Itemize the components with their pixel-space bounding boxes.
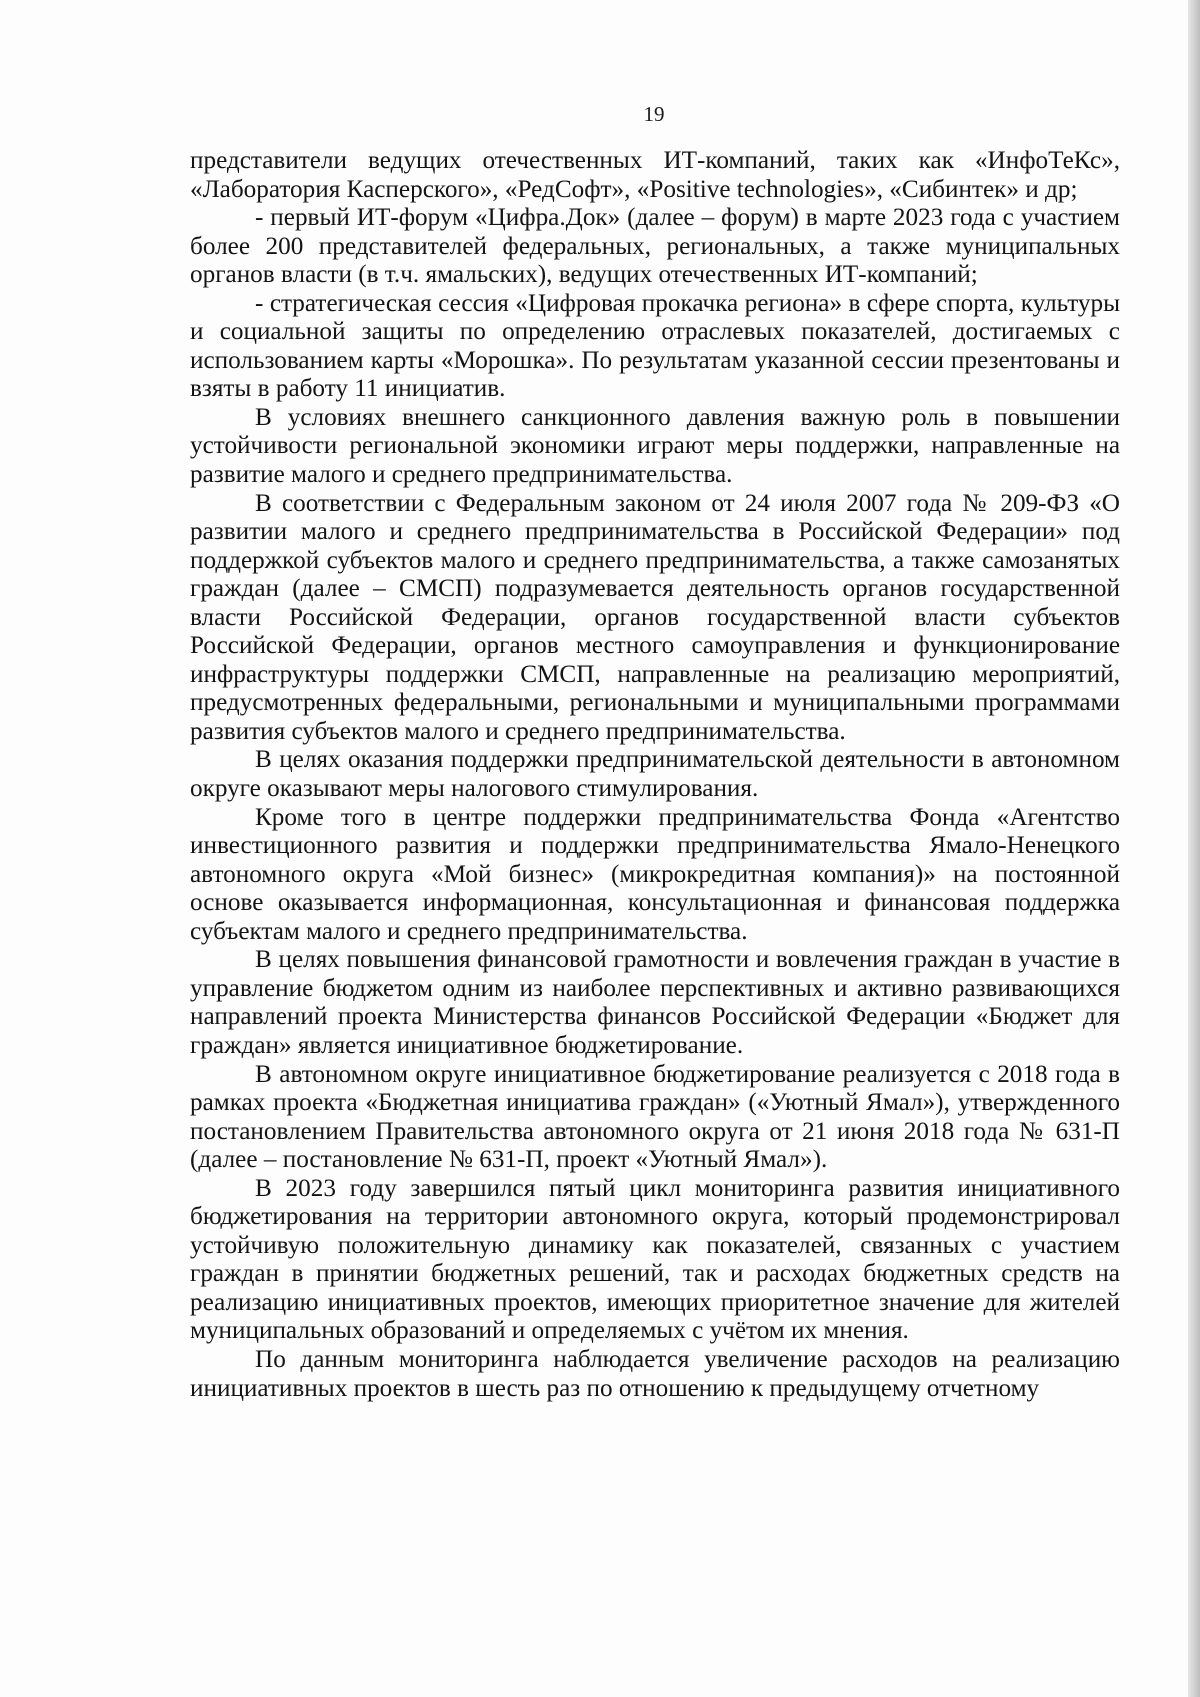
paragraph-federal-law: В соответствии с Федеральным законом от 24 июля 2007 года № 209-ФЗ «О развитии малого и среднего предпринимательства в Российской Федерации» под поддержкой субъектов малого и среднего предпринимательства, а также самозанятых граждан (далее – СМСП) подразумевается деятельность органов государственной власти Российской Федерации, органов государственной власти субъектов Российской Федерации, органов местного самоуправления и функционирование инфраструктуры поддержки СМСП, направленные на реализацию мероприятий, предусмотренных федеральными, региональными и муниципальными программами развития субъектов малого и среднего предпринимательства. — [190, 489, 1120, 745]
paragraph-financial-literacy: В целях повышения финансовой грамотности и вовлечения граждан в участие в управление бюджетом одним из наиболее перспективных и активно развивающихся направлений проекта Министерства финансов Российской Федерации «Бюджет для граждан» является инициативное бюджетирование. — [190, 946, 1120, 1059]
paragraph-sanctions: В условиях внешнего санкционного давления важную роль в повышении устойчивости региональной экономики играют меры поддержки, направленные на развитие малого и среднего предпринимательства. — [190, 403, 1120, 489]
paragraph-tax-incentives: В целях оказания поддержки предпринимательской деятельности в автономном округе оказывают меры налогового стимулирования. — [190, 746, 1120, 803]
paragraph-continuation: представители ведущих отечественных ИТ-компаний, таких как «ИнфоТеКс», «Лаборатория Касперского», «РедСофт», «Positive technologies», «Сибинтек» и др; — [190, 147, 1120, 203]
paragraph-expenses-growth: По данным мониторинга наблюдается увеличение расходов на реализацию инициативных проектов в шесть раз по отношению к предыдущему отчетному — [190, 1345, 1120, 1402]
paragraph-initiative-budgeting: В автономном округе инициативное бюджетирование реализуется с 2018 года в рамках проекта «Бюджетная инициатива граждан» («Уютный Ямал»), утвержденного постановлением Правительства автономного округа от 21 июня 2018 года № 631-П (далее – постановление № 631-П, проект «Уютный Ямал»). — [190, 1060, 1120, 1174]
paragraph-monitoring: В 2023 году завершился пятый цикл мониторинга развития инициативного бюджетирования на территории автономного округа, который продемонстрировал устойчивую положительную динамику как показателей, связанных с участием граждан в принятии бюджетных решений, так и расходах бюджетных средств на реализацию инициативных проектов, имеющих приоритетное значение для жителей муниципальных образований и определяемых с учётом их мнения. — [190, 1174, 1120, 1345]
paragraph-support-center: Кроме того в центре поддержки предпринимательства Фонда «Агентство инвестиционного развития и поддержки предпринимательства Ямало-Ненецкого автономного округа «Мой бизнес» (микрокредитная компания)» на постоянной основе оказывается информационная, консультационная и финансовая поддержка субъектам малого и среднего предпринимательства. — [190, 803, 1120, 945]
paragraph-forum: - первый ИТ-форум «Цифра.Док» (далее – форум) в марте 2023 года с участием более 200 представителей федеральных, региональных, а также муниципальных органов власти (в т.ч. ямальских), ведущих отечественных ИТ-компаний; — [190, 204, 1120, 289]
document-body — [190, 147, 1120, 1403]
page-number: 19 — [643, 102, 665, 126]
page-edge-shadow — [1188, 0, 1200, 1697]
paragraph-strategic-session: - стратегическая сессия «Цифровая прокачка региона» в сфере спорта, культуры и социальной защиты по определению отраслевых показателей, достигаемых с использованием карты «Морошка». По результатам указанной сессии презентованы и взяты в работу 11 инициатив. — [190, 289, 1120, 403]
